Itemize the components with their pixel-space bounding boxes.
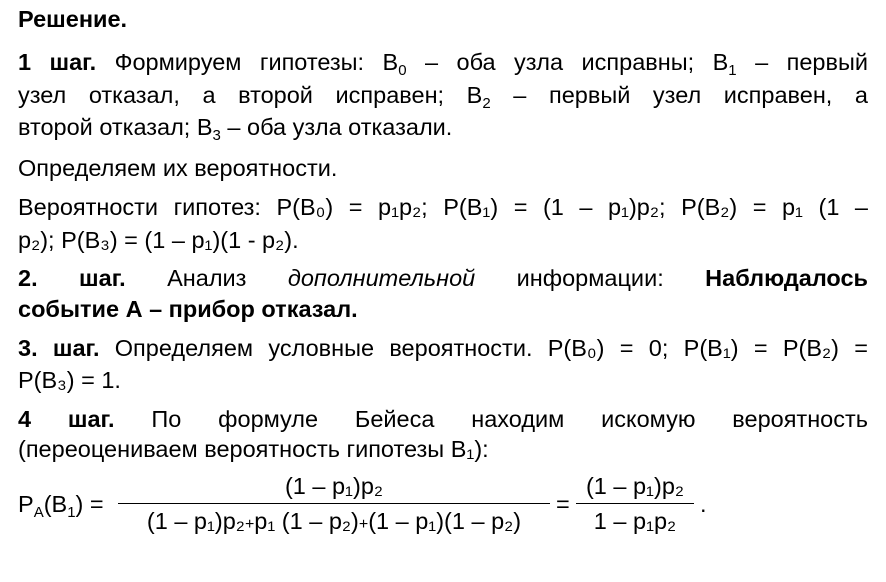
step3-line2: P(B₃) = 1. — [18, 367, 121, 393]
probabilities-intro: Определяем их вероятности. — [18, 155, 338, 181]
step4-label: 4 шаг. — [18, 406, 115, 432]
hypothesis-probs-line2: p₂); P(B₃) = (1 – p₁)(1 - p₂). — [18, 227, 299, 253]
step4-line1: 4 шаг. По формуле Бейеса находим искомую вероятность — [18, 406, 868, 432]
step4-line2: (переоцениваем вероятность гипотезы B₁): — [18, 436, 489, 462]
formula-lhs: $P_A(B_1)$ = — [18, 491, 104, 521]
step2-line2: событие А – прибор отказал. — [18, 296, 358, 322]
fraction1-numerator: (1 – p₁)p₂ — [284, 473, 384, 499]
solution-title: Решение. — [18, 6, 128, 32]
step2-label: 2. шаг. — [18, 265, 126, 291]
step3-line1: 3. шаг. Определяем условные вероятности. P(B₀) = 0; P(B₁) = P(B₂) = — [18, 335, 868, 361]
step2-line1: 2. шаг. Анализ дополнительной информации: Наблюдалось — [18, 265, 868, 291]
step1-label: 1 шаг. — [18, 49, 97, 75]
step1-line2: узел отказал, а второй исправен; $B_2$ – первый узел исправен, а — [18, 82, 869, 112]
fraction1-denominator: (1 – p₁)p₂+p₁ (1 – p₂)+(1 – p₁)(1 – p₂) — [146, 508, 522, 534]
hypothesis-probs-line1: Вероятности гипотез: P(B₀) = p₁p₂; P(B₁) = (1 – p₁)p₂; P(B₂) = p₁ (1 – — [18, 194, 868, 220]
bayes-formula — [18, 468, 878, 548]
fraction2-numerator: (1 – p₁)p₂ — [585, 473, 685, 499]
formula-period: . — [700, 491, 707, 517]
step3-label: 3. шаг. — [18, 335, 100, 361]
fraction2-bar — [576, 503, 694, 504]
formula-equals: = — [556, 491, 570, 517]
fraction2-denominator: 1 – p₁p₂ — [593, 508, 677, 534]
step1-line3: второй отказал; $B_3$ – оба узла отказали. — [18, 114, 453, 144]
fraction1-bar — [118, 503, 550, 504]
step1-line1: 1 шаг. Формируем гипотезы: $B_0$ – оба узла исправны; $B_1$ – первый — [18, 49, 868, 79]
